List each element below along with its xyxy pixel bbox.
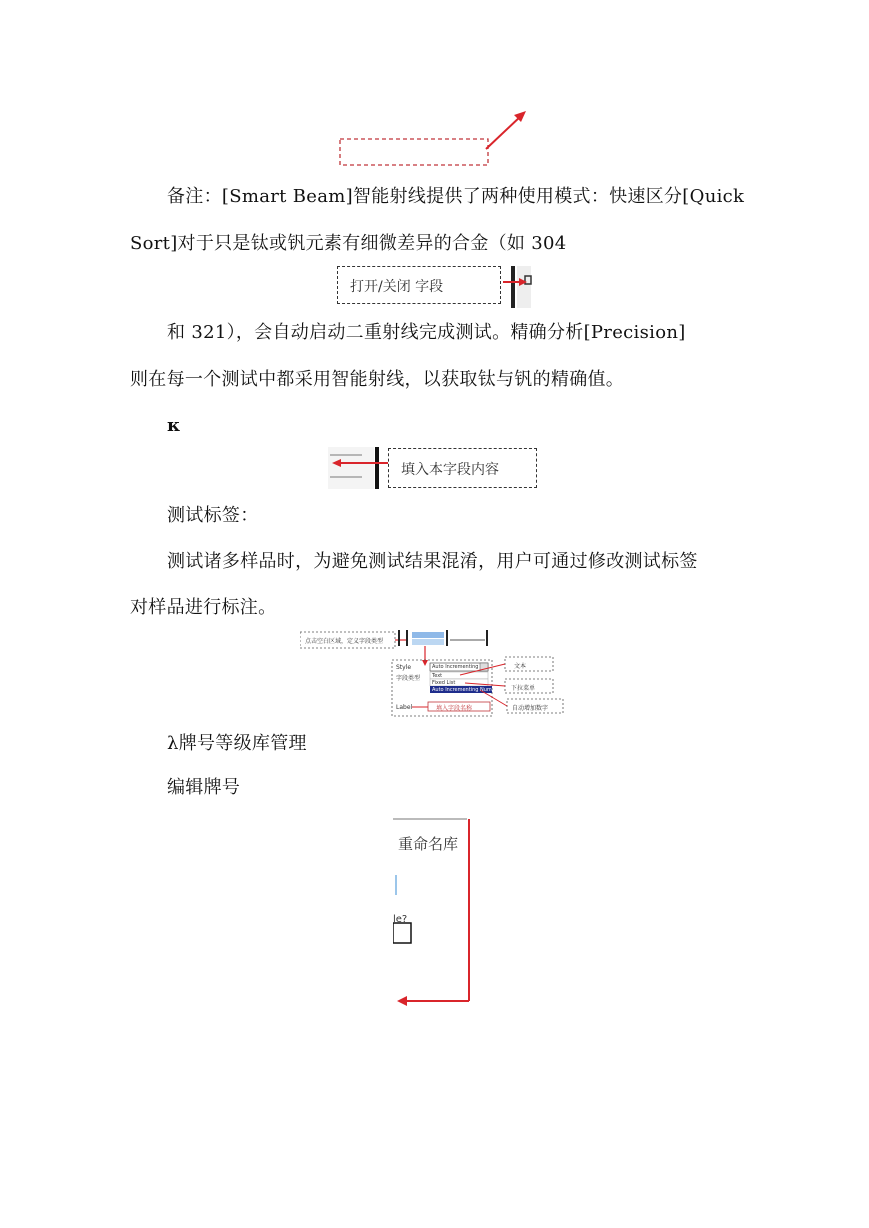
side-panel [517,266,531,308]
note-line-3: 和 321），会自动启动二重射线完成测试。精确分析[Precision] [167,322,686,343]
fill-side-graphic [328,447,388,489]
fill-divider [375,447,379,489]
divider-bar [511,266,515,308]
fill-side-panel [328,447,374,489]
top-divider-2 [406,630,408,646]
callout-dropdown-label: 下拉菜单 [511,685,536,692]
kappa-symbol: κ [167,415,181,436]
figure-arrow-box [338,105,538,170]
toggle-field-box [337,266,501,304]
note-line-4: 则在每一个测试中都采用智能射线，以获取钛与钒的精确值。 [130,369,625,390]
arrow-line [486,115,522,149]
rename-partial-text: le? [393,914,408,925]
test-label-line-1: 测试诸多样品时，为避免测试结果混淆，用户可通过修改测试标签 [167,551,698,572]
label-input: 填入字段名称 [436,705,473,712]
style-label: Style [396,664,412,671]
edit-grade-heading: 编辑牌号 [167,777,241,798]
callout-top-text: 点击空白区域，定义字段类型 [305,638,384,645]
toggle-field-side [503,266,533,308]
top-divider-4 [486,630,488,646]
test-label-heading: 测试标签： [167,505,259,526]
callout-text-label: 文本 [514,663,527,670]
dropdown-value: Auto Incrementing [432,664,479,670]
rename-library-label: 重命名库 [398,835,459,853]
arrow-box-graphic [338,105,538,170]
test-label-line-2: 对样品进行标注。 [130,597,277,618]
toggle-field-label: 打开/关闭 字段 [350,279,444,295]
figure-rename-library [393,815,475,1007]
top-divider-3 [446,630,448,646]
red-dashed-box [340,139,488,165]
fill-field-box [388,448,537,488]
down-arrow-head [422,660,428,666]
rename-partial-box [393,923,411,943]
top-highlight-2 [412,639,444,645]
figure-field-style [300,630,568,718]
note-line-2: Sort]对于只是钛或钒元素有细微差异的合金（如 304 [130,233,567,254]
option-fixed: Fixed List [432,680,456,686]
fill-field-label: 填入本字段内容 [401,462,499,478]
option-text: Text [432,673,443,679]
label-label: Label [396,704,413,711]
grade-library-heading: λ牌号等级库管理 [167,733,307,754]
toggle-side-graphic [503,266,533,308]
top-divider-1 [398,630,400,646]
callout-text-box [505,657,553,671]
note-line-1: 备注：[Smart Beam]智能射线提供了两种使用模式：快速区分[Quick [167,186,745,207]
top-highlight-1 [412,632,444,638]
callout-auto-label: 自动增加数字 [512,705,549,712]
fill-field-side [328,447,388,489]
field-type-label: 字段类型 [396,675,421,682]
option-auto: Auto Incrementing Num [432,687,492,693]
rename-arrow-head [397,996,407,1006]
